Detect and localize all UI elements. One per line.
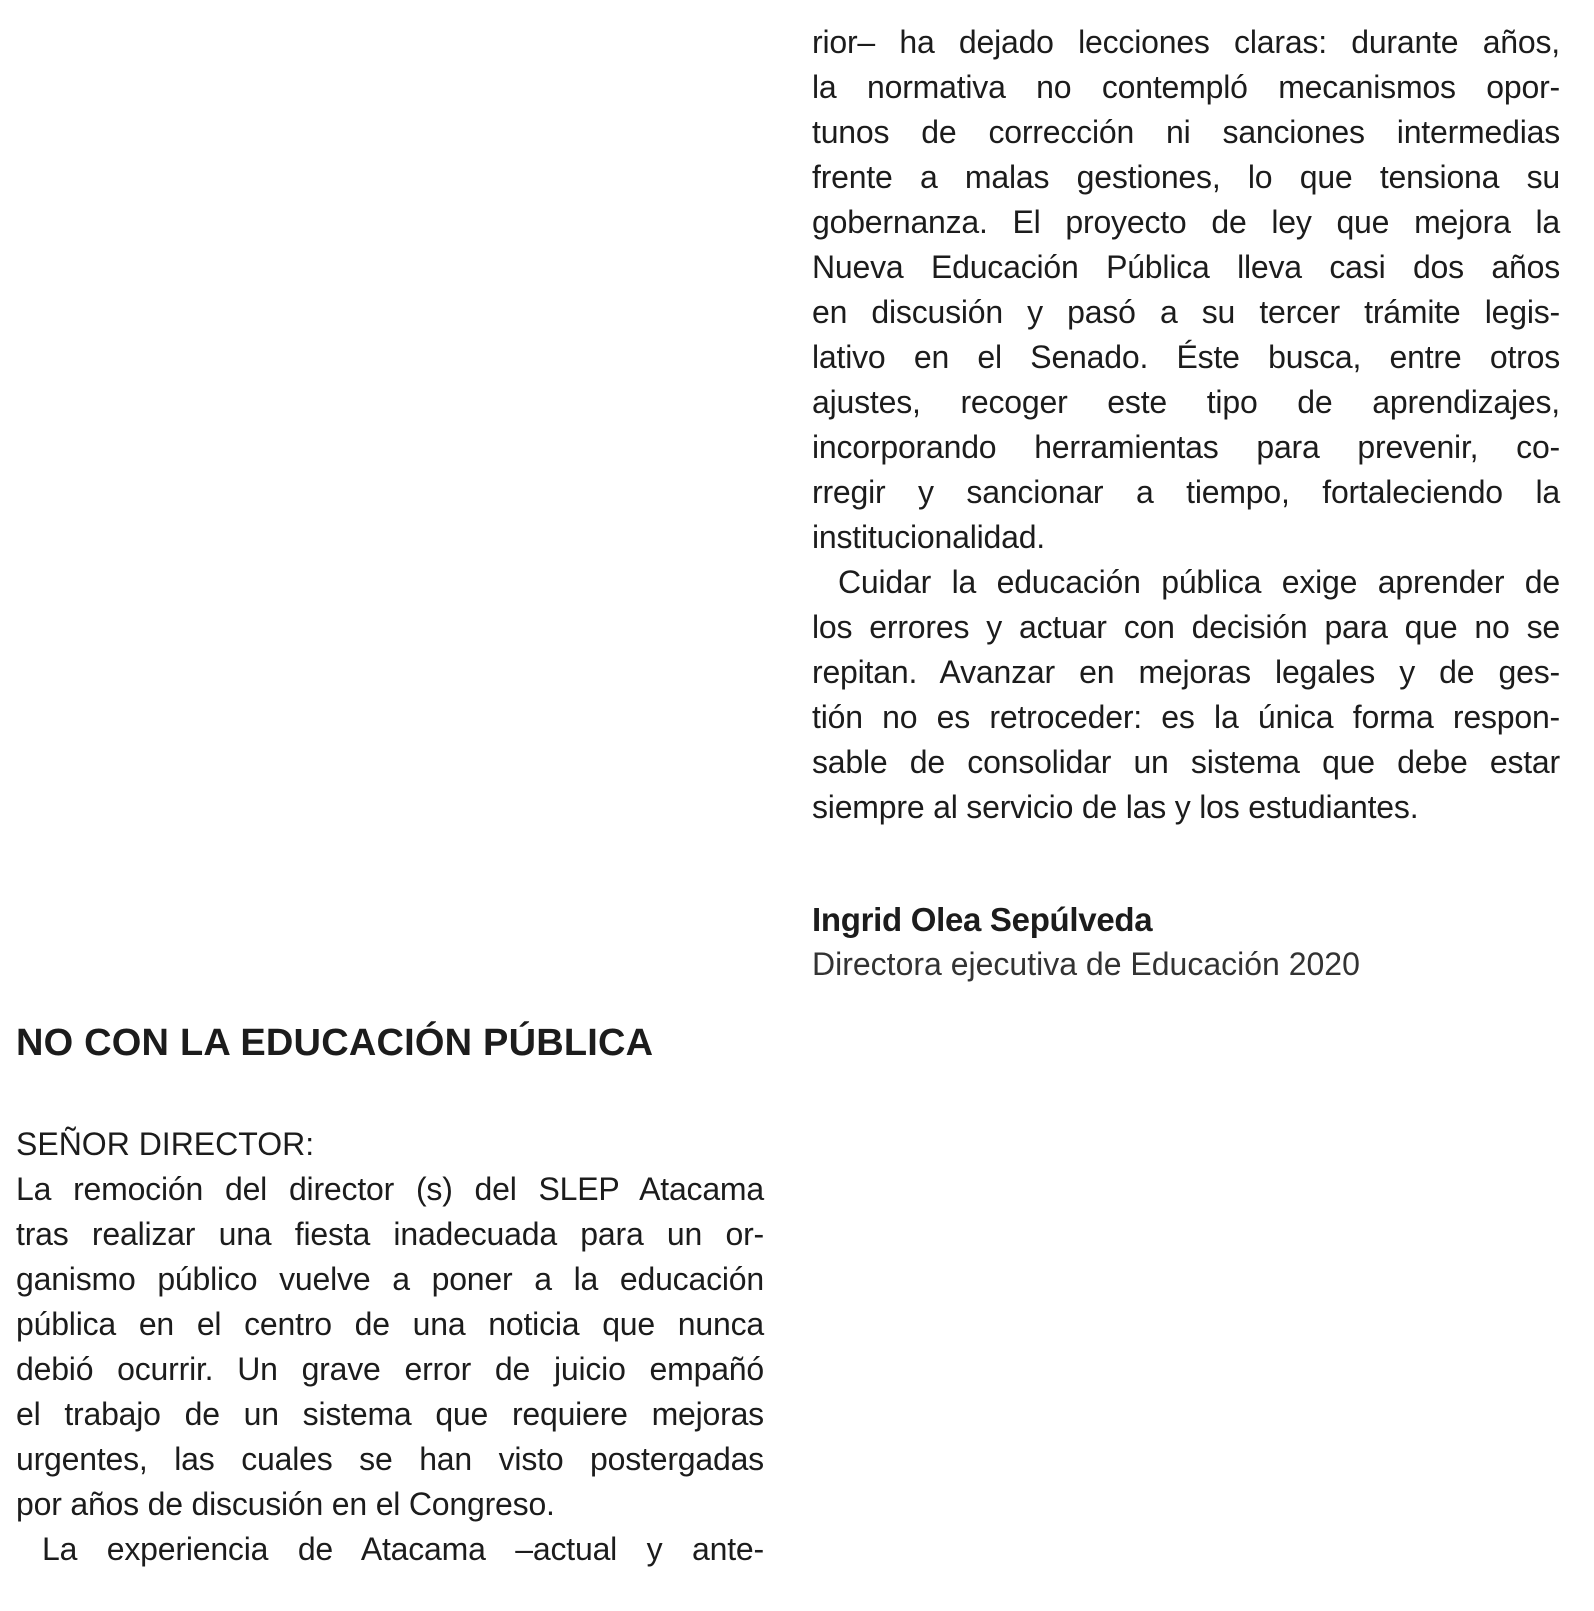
body-line: la normativa no contempló mecanismos opor- bbox=[812, 69, 1560, 105]
body-line: rregir y sancionar a tiempo, fortaleciendo la bbox=[812, 474, 1560, 510]
body-line: gobernanza. El proyecto de ley que mejora la bbox=[812, 204, 1560, 240]
body-line: ajustes, recoger este tipo de aprendizajes, bbox=[812, 384, 1560, 420]
body-line: institucionalidad. bbox=[812, 519, 1045, 555]
body-line: rior– ha dejado lecciones claras: durante años, bbox=[812, 24, 1560, 60]
body-line: tunos de corrección ni sanciones intermedias bbox=[812, 114, 1560, 150]
body-line: Nueva Educación Pública lleva casi dos años bbox=[812, 249, 1560, 285]
body-line: tras realizar una fiesta inadecuada para un or- bbox=[16, 1216, 764, 1252]
body-line: en discusión y pasó a su tercer trámite legis- bbox=[812, 294, 1560, 330]
body-line: frente a malas gestiones, lo que tensiona su bbox=[812, 159, 1560, 195]
salutation: SEÑOR DIRECTOR: bbox=[16, 1126, 315, 1162]
body-line: debió ocurrir. Un grave error de juicio empañó bbox=[16, 1351, 764, 1387]
body-line: lativo en el Senado. Éste busca, entre otros bbox=[812, 339, 1560, 375]
signature-name: Ingrid Olea Sepúlveda bbox=[812, 901, 1153, 938]
body-line: urgentes, las cuales se han visto postergadas bbox=[16, 1441, 764, 1477]
body-line: por años de discusión en el Congreso. bbox=[16, 1486, 555, 1522]
body-line: pública en el centro de una noticia que nunca bbox=[16, 1306, 764, 1342]
body-line: Cuidar la educación pública exige aprender de bbox=[838, 564, 1560, 600]
body-line: incorporando herramientas para prevenir, co- bbox=[812, 429, 1560, 465]
body-line: siempre al servicio de las y los estudiantes. bbox=[812, 789, 1419, 825]
body-line: tión no es retroceder: es la única forma respon- bbox=[812, 699, 1560, 735]
body-line: La experiencia de Atacama –actual y ante- bbox=[42, 1531, 764, 1567]
body-line: ganismo público vuelve a poner a la educación bbox=[16, 1261, 764, 1297]
signature-role: Directora ejecutiva de Educación 2020 bbox=[812, 946, 1360, 982]
body-line: La remoción del director (s) del SLEP Atacama bbox=[16, 1171, 764, 1207]
body-line: sable de consolidar un sistema que debe estar bbox=[812, 744, 1560, 780]
body-line: el trabajo de un sistema que requiere mejoras bbox=[16, 1396, 764, 1432]
body-line: los errores y actuar con decisión para que no se bbox=[812, 609, 1560, 645]
letter-title: NO CON LA EDUCACIÓN PÚBLICA bbox=[16, 1022, 654, 1064]
body-line: repitan. Avanzar en mejoras legales y de ges- bbox=[812, 654, 1560, 690]
